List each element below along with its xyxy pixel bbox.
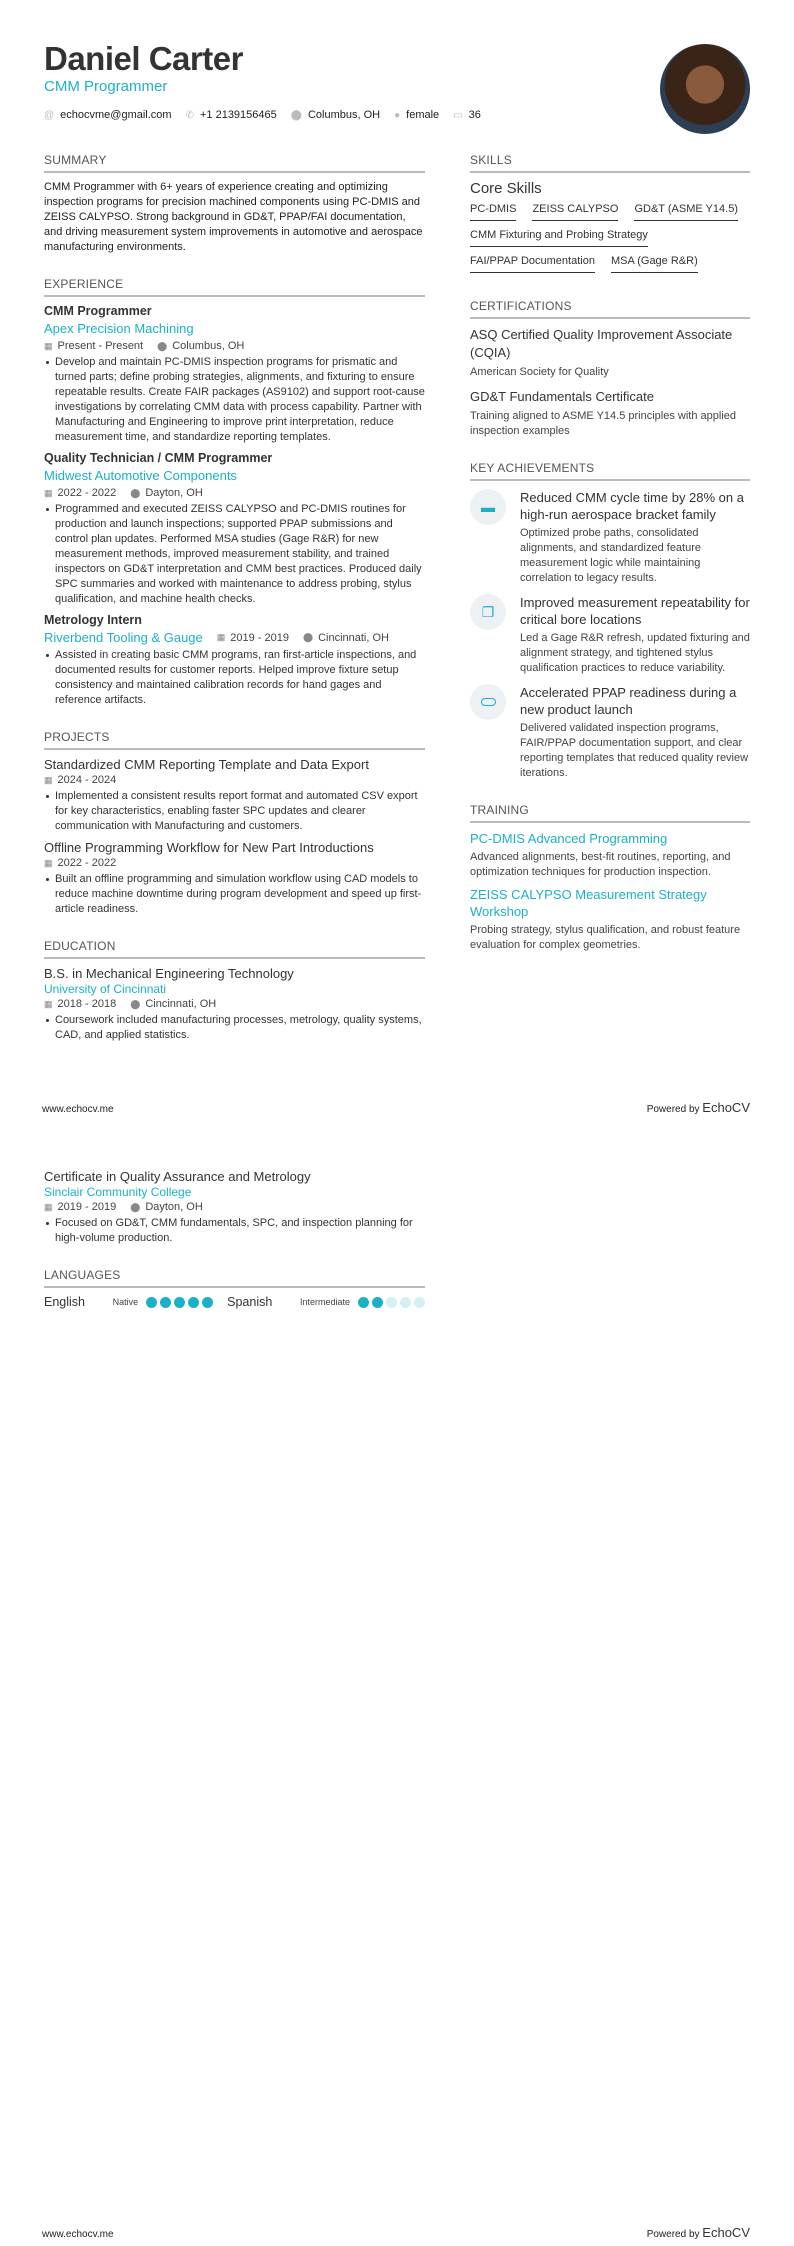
edu-location: Cincinnati, OH [145,998,217,1010]
job-title: CMM Programmer [44,304,152,318]
skill-tag: GD&T (ASME Y14.5) [634,203,738,221]
location-icon: ⬤ [130,1201,141,1212]
job-entry [44,613,425,708]
training-desc: Probing strategy, stylus qualification, and robust feature evaluation for complex geometries. [470,924,741,951]
education-entry [44,966,425,1043]
page-2 [0,1123,794,2246]
company-name: Apex Precision Machining [44,321,194,336]
job-location: Cincinnati, OH [318,631,389,644]
skill-tag: PC-DMIS [470,203,516,221]
powered-label: Powered by [646,1104,700,1115]
edu-bullet: Focused on GD&T, CMM fundamentals, SPC, and inspection planning for high-volume production. [44,1216,425,1246]
edu-dates: 2018 - 2018 [57,998,117,1010]
section-heading: SKILLS [470,153,750,173]
person-icon: ● [394,109,401,121]
skill-tag: FAI/PPAP Documentation [470,255,595,273]
section-heading: PROJECTS [44,730,425,750]
skills-section [470,153,750,277]
phone-icon: ✆ [185,109,194,121]
achievement-desc: Led a Gage R&R refresh, updated fixturing and alignment strategy, and tightened stylus qualification practices to reduce variability. [520,632,750,674]
languages-section [44,1268,425,1309]
phone-text: +1 2139156465 [199,109,277,121]
location-icon: ⬤ [130,998,141,1009]
contact-email[interactable] [44,109,172,121]
rating-dot-filled [358,1297,369,1308]
calendar-icon: ▦ [44,998,53,1009]
rating-dot-filled [160,1297,171,1308]
certifications-section [470,299,750,439]
right-column [470,153,750,975]
left-column [44,1163,425,1331]
location-text: Columbus, OH [307,109,381,121]
rating-dot-filled [146,1297,157,1308]
project-title: Standardized CMM Reporting Template and Data Export [44,757,369,772]
cert-title: GD&T Fundamentals Certificate [470,389,654,404]
job-entry [44,451,425,607]
page-footer [42,1100,750,1115]
achievements-section [470,461,750,781]
chat-bubble-icon: ▬ [470,489,506,525]
achievement-title: Improved measurement repeatability for critical bore locations [520,595,750,627]
location-icon: ⬤ [303,632,314,642]
candidate-name: Daniel Carter [44,40,243,77]
edu-bullet: Coursework included manufacturing processes, metrology, quality systems, CAD, and applied statistics. [44,1013,425,1043]
left-column [44,153,425,1065]
job-title: Metrology Intern [44,613,142,627]
rating-dot-filled [202,1297,213,1308]
skill-tag: CMM Fixturing and Probing Strategy [470,229,648,247]
rating-dot-filled [372,1297,383,1308]
project-dates: 2022 - 2022 [57,857,117,869]
skill-tag: ZEISS CALYPSO [532,203,618,221]
age-text: 36 [468,109,481,121]
project-bullet: Built an offline programming and simulation workflow using CAD models to reduce machine downtime during program development and speed up first-article readiness. [44,872,425,917]
education-entry [44,1169,425,1246]
calendar-icon: ▦ [44,340,53,351]
project-entry [44,840,425,917]
job-entry [44,304,425,445]
brand-logo: EchoCV [702,1100,750,1115]
job-dates: 2019 - 2019 [230,631,289,644]
language-name: English [44,1295,85,1309]
location-icon: ⬤ [157,340,168,351]
job-bullet: Assisted in creating basic CMM programs, ran first-article inspections, and documented results for customer reports. Helped improve fixture setup consistency and maintained calibration records for hand gages and reference artifacts. [44,648,425,708]
footer-site-link[interactable]: www.echocv.me [42,1104,114,1115]
documents-icon: ❐ [470,594,506,630]
summary-section [44,153,425,255]
contact-age [453,109,481,121]
calendar-icon: ▭ [453,109,463,121]
footer-site-link[interactable]: www.echocv.me [42,2229,114,2240]
project-entry [44,757,425,834]
project-bullet: Implemented a consistent results report format and automated CSV export for key characteristics, enabling faster SPC updates and clearer communication with Manufacturing and customers. [44,789,425,834]
job-location: Columbus, OH [172,340,245,352]
achievement-title: Accelerated PPAP readiness during a new product launch [520,685,737,717]
section-heading: KEY ACHIEVEMENTS [470,461,750,481]
job-dates: 2022 - 2022 [57,487,117,499]
company-name: Riverbend Tooling & Gauge [44,630,203,645]
job-title: Quality Technician / CMM Programmer [44,451,273,465]
section-heading: TRAINING [470,803,750,823]
contact-gender [394,109,439,121]
gender-text: female [406,109,440,121]
rating-dot-empty [414,1297,425,1308]
achievement-item [470,684,750,781]
page-footer [42,2225,750,2240]
candidate-title: CMM Programmer [44,78,168,95]
achievement-title: Reduced CMM cycle time by 28% on a high-run aerospace bracket family [520,490,744,522]
calendar-icon: ▦ [44,1201,53,1212]
section-heading: SUMMARY [44,153,425,173]
degree: B.S. in Mechanical Engineering Technology [44,966,294,981]
avatar [660,44,750,134]
calendar-icon: ▦ [44,487,53,498]
language-rating [358,1297,425,1308]
job-bullet: Develop and maintain PC-DMIS inspection programs for prismatic and turned parts; define probing strategies, alignments, and fixturing to ensure repeatable results. Create FAIR packages (AS9102) and support root-cause investigations by correlating CMM data with process capability. Partner with Manufacturing and Engineering to improve print interpretation, reduce measurement time, and standardize reporting templates. [44,355,425,445]
section-heading: EXPERIENCE [44,277,425,297]
cert-title: ASQ Certified Quality Improvement Associate (CQIA) [470,327,733,360]
language-rating [146,1297,213,1308]
rating-dot-empty [400,1297,411,1308]
school: University of Cincinnati [44,982,167,996]
section-heading: EDUCATION [44,939,425,959]
edu-dates: 2019 - 2019 [57,1201,117,1213]
project-dates: 2024 - 2024 [57,774,117,786]
company-name: Midwest Automotive Components [44,468,237,483]
cert-desc: Training aligned to ASME Y14.5 principles with applied inspection examples [470,410,736,437]
education-section [44,939,425,1043]
education-continued [44,1169,425,1246]
job-bullet: Programmed and executed ZEISS CALYPSO and PC-DMIS routines for production and launch inspections; supported PPAP submissions and control plan updates. Performed MSA studies (Gage R&R) for new measurement methods, improved measurement stability, and trained inspectors on GD&T interpretation and CMM best practices. Produced daily SPC summaries and worked with maintenance to address probing, stylus qualification, and machine health checks. [44,502,425,607]
calendar-icon: ▦ [44,774,53,785]
powered-label: Powered by [646,2229,700,2240]
powered-by [647,1100,750,1115]
location-icon: ⬤ [290,109,302,121]
training-section [470,803,750,953]
cert-desc: American Society for Quality [470,366,609,378]
skill-tag: MSA (Gage R&R) [611,255,698,273]
language-level: Intermediate [299,1297,350,1307]
training-desc: Advanced alignments, best-fit routines, reporting, and optimization techniques for production inspection. [470,851,731,878]
experience-section [44,277,425,708]
powered-by [647,2225,750,2240]
section-heading: CERTIFICATIONS [470,299,750,319]
language-level: Native [112,1297,139,1307]
job-location: Dayton, OH [145,487,203,499]
training-title: ZEISS CALYPSO Measurement Strategy Workshop [470,887,707,919]
brand-logo: EchoCV [702,2225,750,2240]
summary-text: CMM Programmer with 6+ years of experience creating and optimizing inspection programs for precision machined components using PC-DMIS and ZEISS CALYPSO. Strong background in GD&T, PPAP/FAI documentation, and driving measurement system improvements in automotive and aerospace manufacturing environments. [44,181,423,253]
language-name: Spanish [227,1295,273,1309]
achievement-desc: Optimized probe paths, consolidated alignments, and standardized feature measurement logic while maintaining correlation to legacy results. [520,527,702,584]
contact-row [44,109,481,121]
contact-phone[interactable] [186,109,277,121]
rating-dot-filled [188,1297,199,1308]
training-title: PC-DMIS Advanced Programming [470,831,668,846]
achievement-item [470,489,750,586]
school: Sinclair Community College [44,1185,192,1199]
project-title: Offline Programming Workflow for New Part Introductions [44,840,374,855]
achievement-desc: Delivered validated inspection programs, FAIR/PPAP documentation support, and clear reporting templates that reduced quality review iterations. [520,722,749,779]
rating-dot-empty [386,1297,397,1308]
skill-group-title: Core Skills [470,180,542,197]
location-icon: ⬤ [130,487,141,498]
at-icon: @ [44,109,55,121]
job-dates: Present - Present [57,340,144,352]
contact-location [291,109,380,121]
edu-location: Dayton, OH [145,1201,203,1213]
rating-dot-filled [174,1297,185,1308]
email-text: echocvme@gmail.com [60,109,172,121]
calendar-icon: ▦ [44,857,53,868]
calendar-icon: ▦ [216,632,226,642]
achievement-item [470,594,750,676]
section-heading: LANGUAGES [44,1268,425,1288]
capsule-icon [470,684,506,720]
degree: Certificate in Quality Assurance and Metrology [44,1169,311,1184]
projects-section [44,730,425,917]
